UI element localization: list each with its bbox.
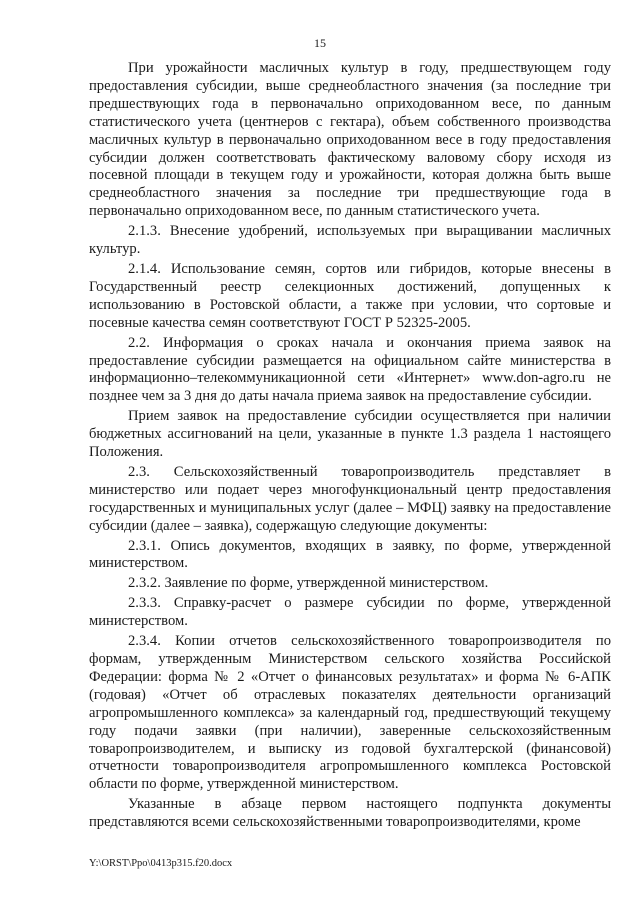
document-body xyxy=(89,60,611,834)
paragraph-2-1-3: 2.1.3. Внесение удобрений, используемых при выращивании масличных культур. xyxy=(89,223,611,258)
paragraph-yield-condition: При урожайности масличных культур в году, предшествующем году предоставления субсидии, выше среднеобластного значения (за последние три предшествующих года в первоначально оприходованном весе, по данным статистического учета (центнеров с гектара), объем собственного производства масличных культур в первоначально оприходованном весе в году предоставления субсидии должен соответствовать фактическому валовому сбору исходя из посевной площади в текущем году и урожайности, которая должна быть выше среднеобластного значения за последние три предшествующие года в первоначально оприходованном весе, по данным статистического учета. xyxy=(89,60,611,220)
page-number: 15 xyxy=(314,36,326,50)
paragraph-2-3-2: 2.3.2. Заявление по форме, утвержденной министерством. xyxy=(128,575,489,592)
paragraph-2-2: 2.2. Информация о сроках начала и окончания приема заявок на предоставление субсидии размещается на официальном сайте министерства в информационно–телекоммуникационной сети «Интернет» www.don-agro.ru не позднее чем за 3 дня до даты начала приема заявок на предоставление субсидии. xyxy=(89,334,611,405)
file-path-footer: Y:\ORST\Ppo\0413p315.f20.docx xyxy=(89,858,233,869)
paragraph-2-3: 2.3. Сельскохозяйственный товаропроизводитель представляет в министерство или подает через многофункциональный центр предоставления государственных и муниципальных услуг (далее – МФЦ) заявку на предоставление субсидии (далее – заявка), содержащую следующие документы: xyxy=(89,463,611,534)
paragraph-application-acceptance: Прием заявок на предоставление субсидии осуществляется при наличии бюджетных ассигнований на цели, указанные в пункте 1.3 раздела 1 настоящего Положения. xyxy=(89,408,611,461)
paragraph-2-3-1: 2.3.1. Опись документов, входящих в заявку, по форме, утвержденной министерством. xyxy=(89,537,611,572)
paragraph-2-3-4: 2.3.4. Копии отчетов сельскохозяйственного товаропроизводителя по формам, утвержденным Министерством сельского хозяйства Российской Федерации: форма № 2 «Отчет о финансовых результатах» и форма № 6-АПК (годовая) «Отчет об отраслевых показателях деятельности организаций агропромышленного комплекса» за календарный год, предшествующий текущему году подачи заявки (при наличии), заверенные сельскохозяйственным товаропроизводителем, и выписку из годовой бухгалтерской (финансовой) отчетности товаропроизводителя агропромышленного комплекса Ростовской области по форме, утвержденной министерством. xyxy=(89,633,611,793)
paragraph-2-3-3: 2.3.3. Справку-расчет о размере субсидии по форме, утвержденной министерством. xyxy=(89,595,611,630)
paragraph-2-1-4: 2.1.4. Использование семян, сортов или гибридов, которые внесены в Государственный реестр селекционных достижений, допущенных к использованию в Ростовской области, а также при условии, что сортовые и посевные качества семян соответствуют ГОСТ Р 52325-2005. xyxy=(89,260,611,331)
paragraph-documents-note: Указанные в абзаце первом настоящего подпункта документы представляются всеми сельскохозяйственными товаропроизводителями, кроме xyxy=(89,796,611,831)
